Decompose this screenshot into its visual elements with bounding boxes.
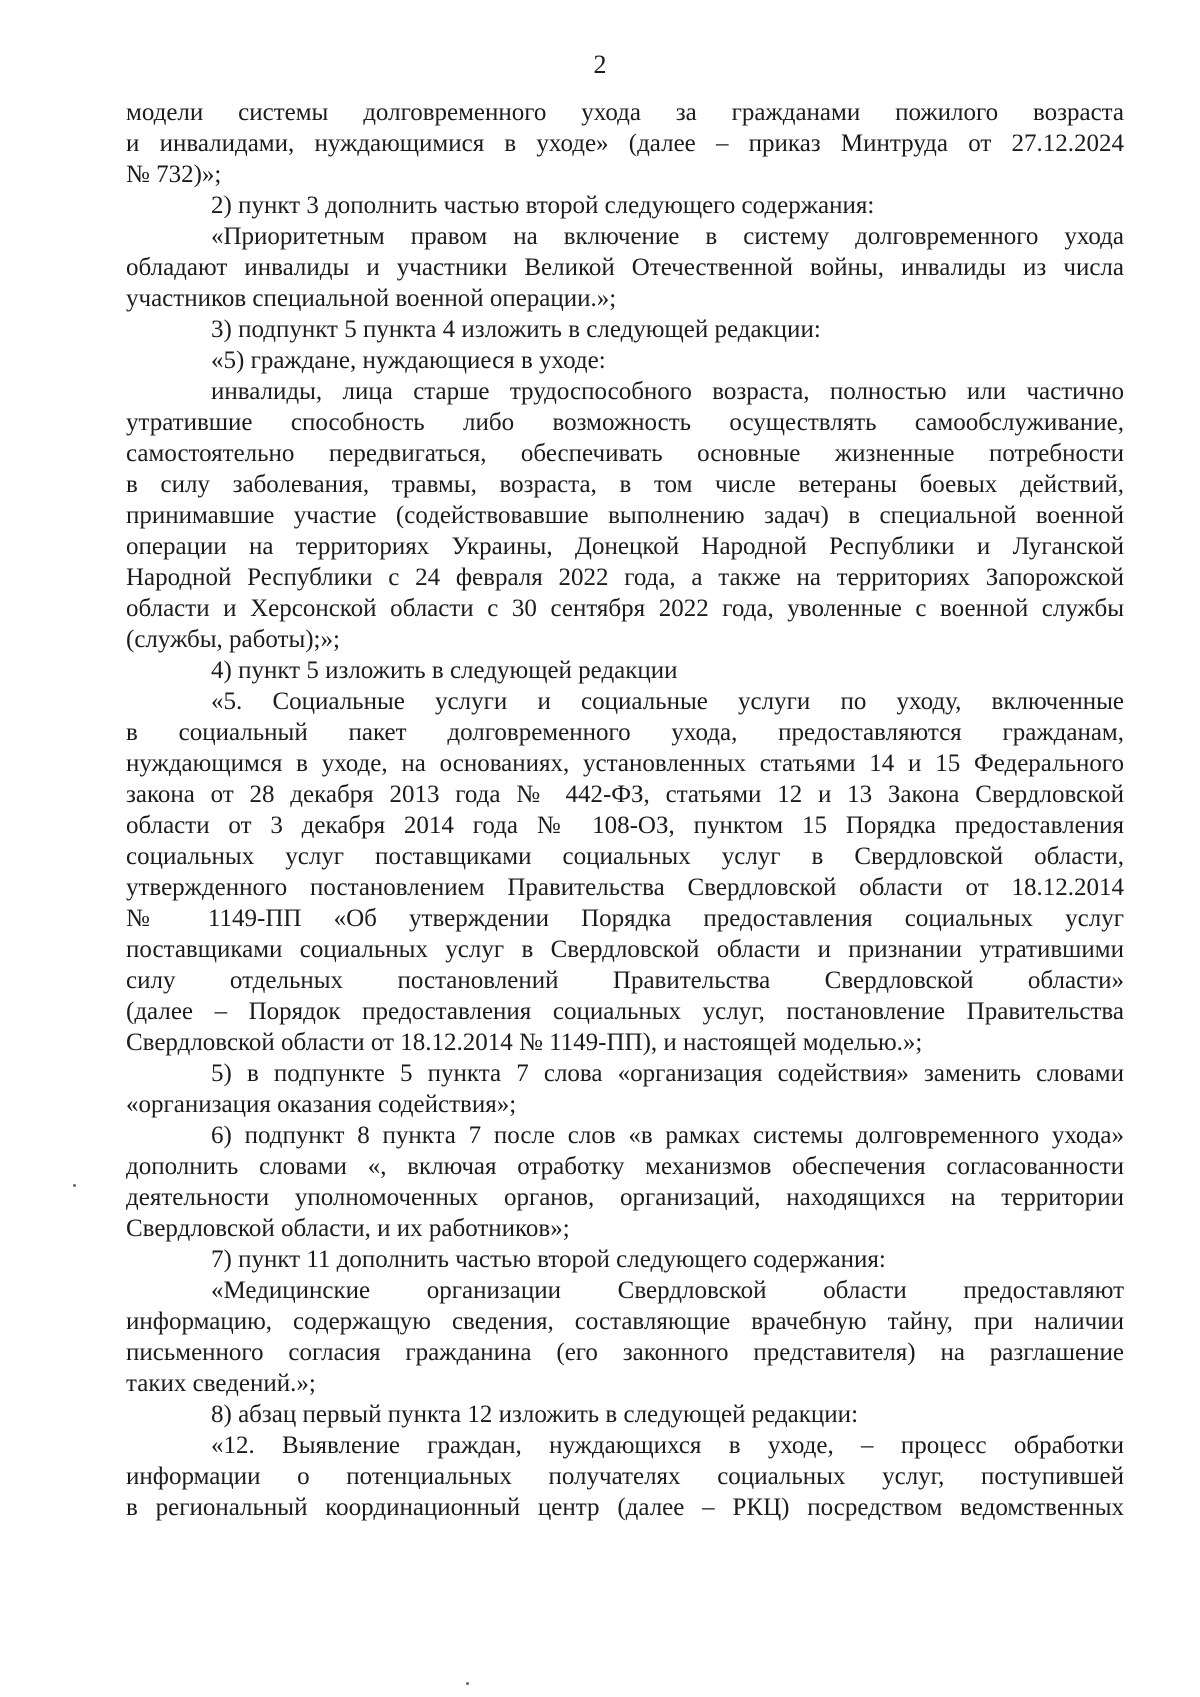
scan-speck (466, 1682, 469, 1685)
text-line: Свердловской области от 18.12.2014 № 1149-ПП), и настоящей моделью.»; (126, 1029, 923, 1056)
page-number: 2 (593, 50, 607, 79)
document-body (126, 97, 1124, 1523)
text-line: дополнить словами «, включая отработку механизмов обеспечения согласованности (126, 1153, 1124, 1180)
text-line: в региональный координационный центр (далее – РКЦ) посредством ведомственных (126, 1494, 1124, 1521)
text-line: № 732)»; (126, 161, 222, 188)
text-line: утратившие способность либо возможность осуществлять самообслуживание, (126, 409, 1124, 436)
text-line: 8) абзац первый пункта 12 изложить в следующей редакции: (211, 1401, 859, 1428)
text-line: нуждающимся в уходе, на основаниях, установленных статьями 14 и 15 Федерального (126, 750, 1124, 777)
text-line: «Приоритетным правом на включение в систему долговременного ухода (211, 223, 1124, 250)
text-line: модели системы долговременного ухода за гражданами пожилого возраста (126, 99, 1124, 126)
text-line: Свердловской области, и их работников»; (126, 1215, 570, 1242)
text-line: 3) подпункт 5 пункта 4 изложить в следующей редакции: (211, 316, 821, 343)
text-line: в социальный пакет долговременного ухода, предоставляются гражданам, (126, 719, 1124, 746)
text-line: поставщиками социальных услуг в Свердловской области и признании утратившими (126, 936, 1124, 963)
text-line: и инвалидами, нуждающимися в уходе» (далее – приказ Минтруда от 27.12.2024 (126, 130, 1124, 157)
text-line: письменного согласия гражданина (его законного представителя) на разглашение (126, 1339, 1124, 1366)
text-line: обладают инвалиды и участники Великой Отечественной войны, инвалиды из числа (126, 254, 1124, 281)
scan-speck (73, 1184, 76, 1187)
text-line: № 1149-ПП «Об утверждении Порядка предоставления социальных услуг (126, 905, 1124, 932)
text-line: 2) пункт 3 дополнить частью второй следующего содержания: (211, 192, 875, 219)
text-line: в силу заболевания, травмы, возраста, в том числе ветераны боевых действий, (126, 471, 1124, 498)
text-line: социальных услуг поставщиками социальных услуг в Свердловской области, (126, 843, 1124, 870)
text-line: таких сведений.»; (126, 1370, 316, 1397)
text-line: утвержденного постановлением Правительства Свердловской области от 18.12.2014 (126, 874, 1124, 901)
text-line: «5) граждане, нуждающиеся в уходе: (211, 347, 606, 374)
text-line: деятельности уполномоченных органов, организаций, находящихся на территории (126, 1184, 1124, 1211)
text-line: принимавшие участие (содействовавшие выполнению задач) в специальной военной (126, 502, 1124, 529)
text-line: 5) в подпункте 5 пункта 7 слова «организация содействия» заменить словами (211, 1060, 1124, 1087)
text-line: (службы, работы);»; (126, 626, 340, 653)
text-line: информацию, содержащую сведения, составляющие врачебную тайну, при наличии (126, 1308, 1124, 1335)
text-line: «12. Выявление граждан, нуждающихся в уходе, – процесс обработки (211, 1432, 1124, 1459)
text-line: области и Херсонской области с 30 сентября 2022 года, уволенные с военной службы (126, 595, 1124, 622)
text-line: силу отдельных постановлений Правительства Свердловской области» (126, 967, 1124, 994)
text-line: инвалиды, лица старше трудоспособного возраста, полностью или частично (211, 378, 1124, 405)
text-line: 7) пункт 11 дополнить частью второй следующего содержания: (211, 1246, 886, 1273)
text-line: области от 3 декабря 2014 года № 108-ОЗ, пунктом 15 Порядка предоставления (126, 812, 1124, 839)
text-line: самостоятельно передвигаться, обеспечивать основные жизненные потребности (126, 440, 1124, 467)
text-line: операции на территориях Украины, Донецкой Народной Республики и Луганской (126, 533, 1124, 560)
text-line: (далее – Порядок предоставления социальных услуг, постановление Правительства (126, 998, 1124, 1025)
text-line: 4) пункт 5 изложить в следующей редакции (211, 657, 678, 684)
text-line: 6) подпункт 8 пункта 7 после слов «в рамках системы долговременного ухода» (211, 1122, 1124, 1149)
text-line: информации о потенциальных получателях социальных услуг, поступившей (126, 1463, 1124, 1490)
text-line: «организация оказания содействия»; (126, 1091, 517, 1118)
text-line: «Медицинские организации Свердловской области предоставляют (211, 1277, 1124, 1304)
text-line: участников специальной военной операции.»; (126, 285, 617, 312)
text-line: «5. Социальные услуги и социальные услуги по уходу, включенные (211, 688, 1124, 715)
text-line: Народной Республики с 24 февраля 2022 года, а также на территориях Запорожской (126, 564, 1124, 591)
text-line: закона от 28 декабря 2013 года № 442-ФЗ, статьями 12 и 13 Закона Свердловской (126, 781, 1124, 808)
